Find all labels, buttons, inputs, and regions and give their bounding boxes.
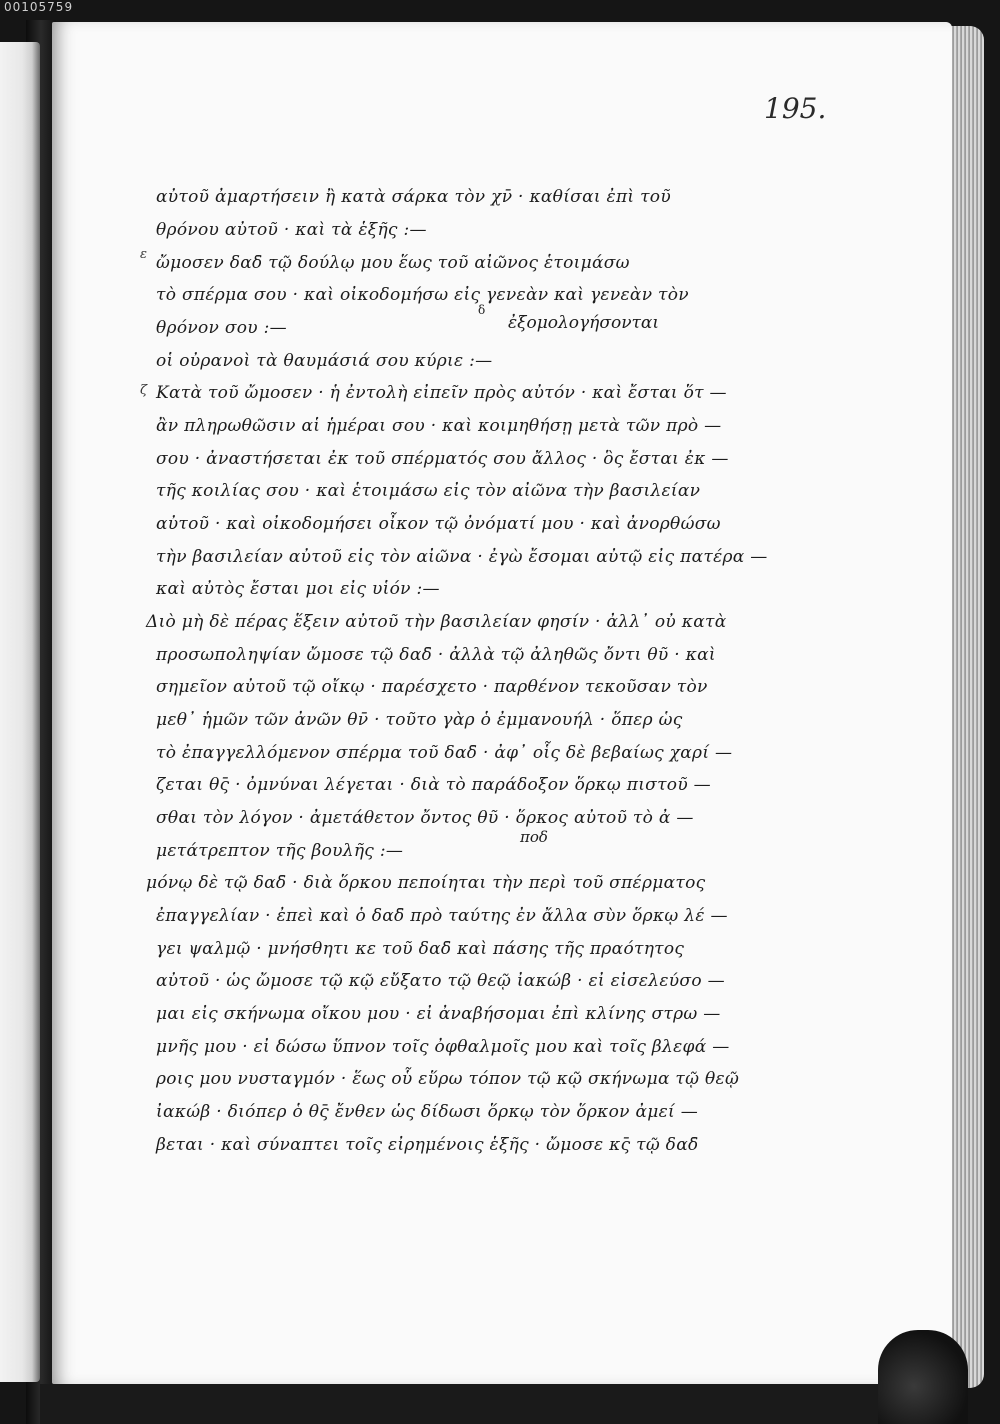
text-line: τὴν βασιλείαν αὐτοῦ εἰς τὸν αἰῶνα · ἐγὼ ἔσομαι αὐτῷ εἰς πατέρα — <box>156 547 768 567</box>
text-line: μόνῳ δὲ τῷ δαδ̄ · διὰ ὅρκου πεποίηται τὴν περὶ τοῦ σπέρματος <box>146 873 706 893</box>
text-line: ὤμοσεν δαδ̄ τῷ δούλῳ μου ἕως τοῦ αἰῶνος ἑτοιμάσω <box>156 253 630 273</box>
text-line: μνῆς μου · εἰ δώσω ὕπνον τοῖς ὀφθαλμοῖς μου καὶ τοῖς βλεφά — <box>156 1037 730 1057</box>
interlinear-note: ἐξομολογήσονται <box>508 313 660 333</box>
text-line: καὶ αὐτὸς ἔσται μοι εἰς υἱόν :— <box>156 579 440 599</box>
text-line: ἐπαγγελίαν · ἐπεὶ καὶ ὁ δαδ̄ πρὸ ταύτης ἐν ἄλλα σὺν ὅρκῳ λέ — <box>156 906 728 926</box>
text-line: αὐτοῦ · ὡς ὤμοσε τῷ κῷ εὔξατο τῷ θεῷ ἰακώβ · εἰ εἰσελεύσο — <box>156 971 725 991</box>
margin-mark-psalm: ε <box>140 247 147 262</box>
text-line: ἂν πληρωθῶσιν αἱ ἡμέραι σου · καὶ κοιμηθήσῃ μετὰ τῶν πρὸ — <box>156 416 722 436</box>
text-line: μαι εἰς σκήνωμα οἴκου μου · εἰ ἀναβήσομαι ἐπὶ κλίνης στρω — <box>156 1004 721 1024</box>
text-line: θρόνου αὐτοῦ · καὶ τὰ ἑξῆς :— <box>156 220 427 240</box>
text-line: οἱ οὐρανοὶ τὰ θαυμάσιά σου κύριε :— <box>156 351 493 371</box>
text-line: γει ψαλμῷ · μνήσθητι κε τοῦ δαδ̄ καὶ πάσης τῆς πραότητος <box>156 939 685 959</box>
text-line: σημεῖον αὐτοῦ τῷ οἴκῳ · παρέσχετο · παρθένον τεκοῦσαν τὸν <box>156 677 708 697</box>
text-line: αὐτοῦ · καὶ οἰκοδομήσει οἶκον τῷ ὀνόματί μου · καὶ ἀνορθώσω <box>156 514 721 534</box>
supralinear-mark: δ <box>478 303 486 317</box>
text-line: ζεται θς̄ · ὀμνύναι λέγεται · διὰ τὸ παράδοξον ὅρκῳ πιστοῦ — <box>156 775 711 795</box>
text-line: βεται · καὶ σύναπτει τοῖς εἰρημένοις ἑξῆς · ὤμοσε κς̄ τῷ δαδ̄ <box>156 1135 699 1155</box>
text-line: Διὸ μὴ δὲ πέρας ἕξειν αὐτοῦ τὴν βασιλείαν φησίν · ἀλλ᾽ οὐ κατὰ <box>146 612 727 632</box>
text-line: τὸ ἐπαγγελλόμενον σπέρμα τοῦ δαδ̄ · ἀφ᾽ οἷς δὲ βεβαίως χαρί — <box>156 743 733 763</box>
line-end-mark: ποδ <box>520 828 548 846</box>
text-line: Κατὰ τοῦ ὤμοσεν · ἡ ἐντολὴ εἰπεῖν πρὸς αὐτόν · καὶ ἔσται ὅτ — <box>156 383 727 403</box>
text-line: θρόνον σου :— <box>156 318 287 338</box>
text-line: αὐτοῦ ἀμαρτήσειν ἢ κατὰ σάρκα τὸν χν̄ · καθίσαι ἐπὶ τοῦ <box>156 187 671 207</box>
margin-mark-commentary: ζ <box>140 383 148 398</box>
text-line: προσωποληψίαν ὤμοσε τῷ δαδ̄ · ἀλλὰ τῷ ἀληθῶς ὄντι θῦ · καὶ <box>156 645 716 665</box>
text-line: σθαι τὸν λόγον · ἀμετάθετον ὄντος θῦ · ὅρκος αὐτοῦ τὸ ἀ — <box>156 808 694 828</box>
folio-number: 195. <box>764 92 827 125</box>
scan-bottom-edge <box>40 1384 960 1424</box>
text-line: μεθ᾽ ἡμῶν τῶν ἀνῶν θν̄ · τοῦτο γὰρ ὁ ἐμμανουήλ · ὅπερ ὡς <box>156 710 683 730</box>
text-line: σου · ἀναστήσεται ἐκ τοῦ σπέρματός σου ἄλλος · ὃς ἔσται ἐκ — <box>156 449 729 469</box>
text-line: ροις μου νυσταγμόν · ἕως οὗ εὕρω τόπον τῷ κῷ σκήνωμα τῷ θεῷ <box>156 1069 740 1089</box>
scan-corner-label: 00105759 <box>4 0 74 14</box>
text-line: τῆς κοιλίας σου · καὶ ἑτοιμάσω εἰς τὸν αἰῶνα τὴν βασιλείαν <box>156 481 701 501</box>
text-line: τὸ σπέρμα σου · καὶ οἰκοδομήσω εἰς γενεὰν καὶ γενεὰν τὸν <box>156 285 689 305</box>
text-line: μετάτρεπτον τῆς βουλῆς :— <box>156 841 404 861</box>
binding-strap <box>878 1330 968 1424</box>
facing-page-edge <box>0 42 40 1382</box>
text-line: ἰακώβ · διόπερ ὁ θς̄ ἔνθεν ὡς δίδωσι ὅρκῳ τὸν ὅρκον ἀμεί — <box>156 1102 699 1122</box>
